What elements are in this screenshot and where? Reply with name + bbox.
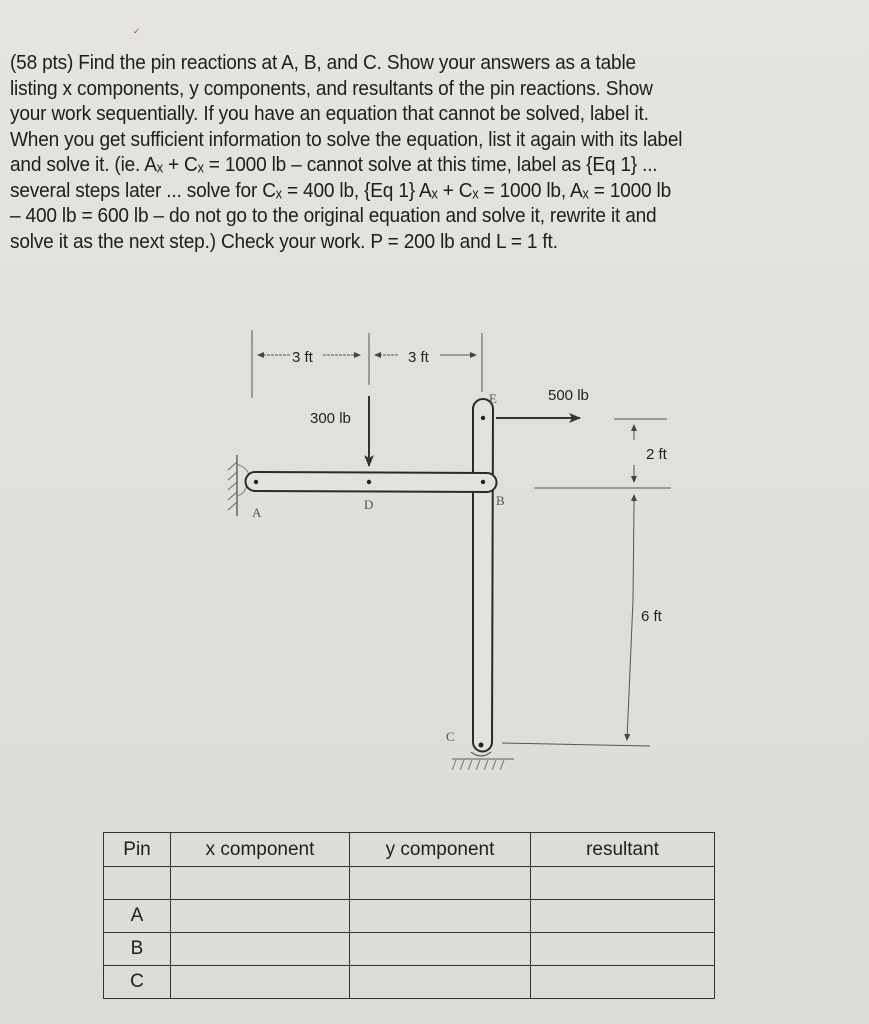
point-label-b: B [496, 493, 505, 508]
problem-line: listing x components, y components, and resultants of the pin reactions. Show [10, 76, 653, 100]
load-label-300: 300 lb [310, 410, 351, 427]
ground-support-c [452, 752, 514, 770]
check-mark-icon: ✓ [133, 26, 141, 36]
point-label-c: C [446, 729, 455, 744]
column-header-x: x component [171, 833, 350, 867]
dimension-label-bc: 6 ft [641, 608, 662, 625]
load-label-500: 500 lb [548, 387, 589, 404]
table-row [104, 900, 715, 933]
problem-line: – 400 lb = 600 lb – do not go to the original equation and solve it, rewrite it and [10, 204, 657, 227]
table-row [104, 933, 715, 966]
dimension-label-ad: 3 ft [292, 349, 313, 366]
resultant-cell[interactable] [531, 966, 715, 999]
member-ec [473, 399, 493, 752]
column-header-pin: Pin [104, 833, 171, 867]
point-label-e: E [489, 391, 497, 406]
column-header-resultant: resultant [531, 833, 715, 867]
resultant-cell[interactable] [531, 900, 715, 933]
x-component-cell[interactable] [171, 900, 350, 933]
pin-b-icon [481, 480, 485, 484]
y-component-cell[interactable] [350, 900, 531, 933]
table-row [104, 867, 715, 900]
y-component-cell[interactable] [350, 966, 531, 999]
resultant-cell[interactable] [531, 933, 715, 966]
x-component-cell[interactable] [171, 933, 350, 966]
pin-cell: B [104, 933, 171, 966]
problem-line: and solve it. (ie. Aₓ + Cₓ = 1000 lb – cannot solve at this time, label as {Eq 1} ... [10, 153, 658, 176]
dimension-horizontal [252, 330, 482, 398]
problem-line: several steps later ... solve for Cₓ = 400 lb, {Eq 1} Aₓ + Cₓ = 1000 lb, Aₓ = 1000 lb [10, 178, 672, 202]
column-header-y: y component [350, 833, 531, 867]
pin-d-icon [367, 480, 371, 484]
pin-c-icon [479, 743, 484, 748]
resultant-cell[interactable] [531, 867, 715, 900]
point-label-a: A [252, 505, 262, 520]
pin-e-icon [481, 416, 485, 420]
table-header-row [104, 833, 715, 867]
problem-line: When you get sufficient information to solve the equation, list it again with its label [10, 127, 683, 151]
pin-cell: C [104, 966, 171, 999]
point-label-d: D [364, 497, 374, 512]
problem-line: (58 pts) Find the pin reactions at A, B, and C. Show your answers as a table [10, 51, 636, 74]
x-component-cell[interactable] [171, 867, 350, 900]
pin-cell: A [104, 900, 171, 933]
y-component-cell[interactable] [350, 933, 531, 966]
problem-line: your work sequentially. If you have an equation that cannot be solved, label it. [10, 102, 649, 125]
pin-cell [104, 867, 171, 900]
dimension-label-eb: 2 ft [646, 446, 667, 463]
dimension-vertical [502, 419, 671, 746]
y-component-cell[interactable] [350, 867, 531, 900]
problem-line: solve it as the next step.) Check your work. P = 200 lb and L = 1 ft. [10, 229, 558, 253]
dimension-label-db: 3 ft [408, 349, 429, 366]
x-component-cell[interactable] [171, 966, 350, 999]
table-row [104, 966, 715, 999]
answer-table [103, 832, 715, 999]
pin-a-icon [254, 480, 258, 484]
